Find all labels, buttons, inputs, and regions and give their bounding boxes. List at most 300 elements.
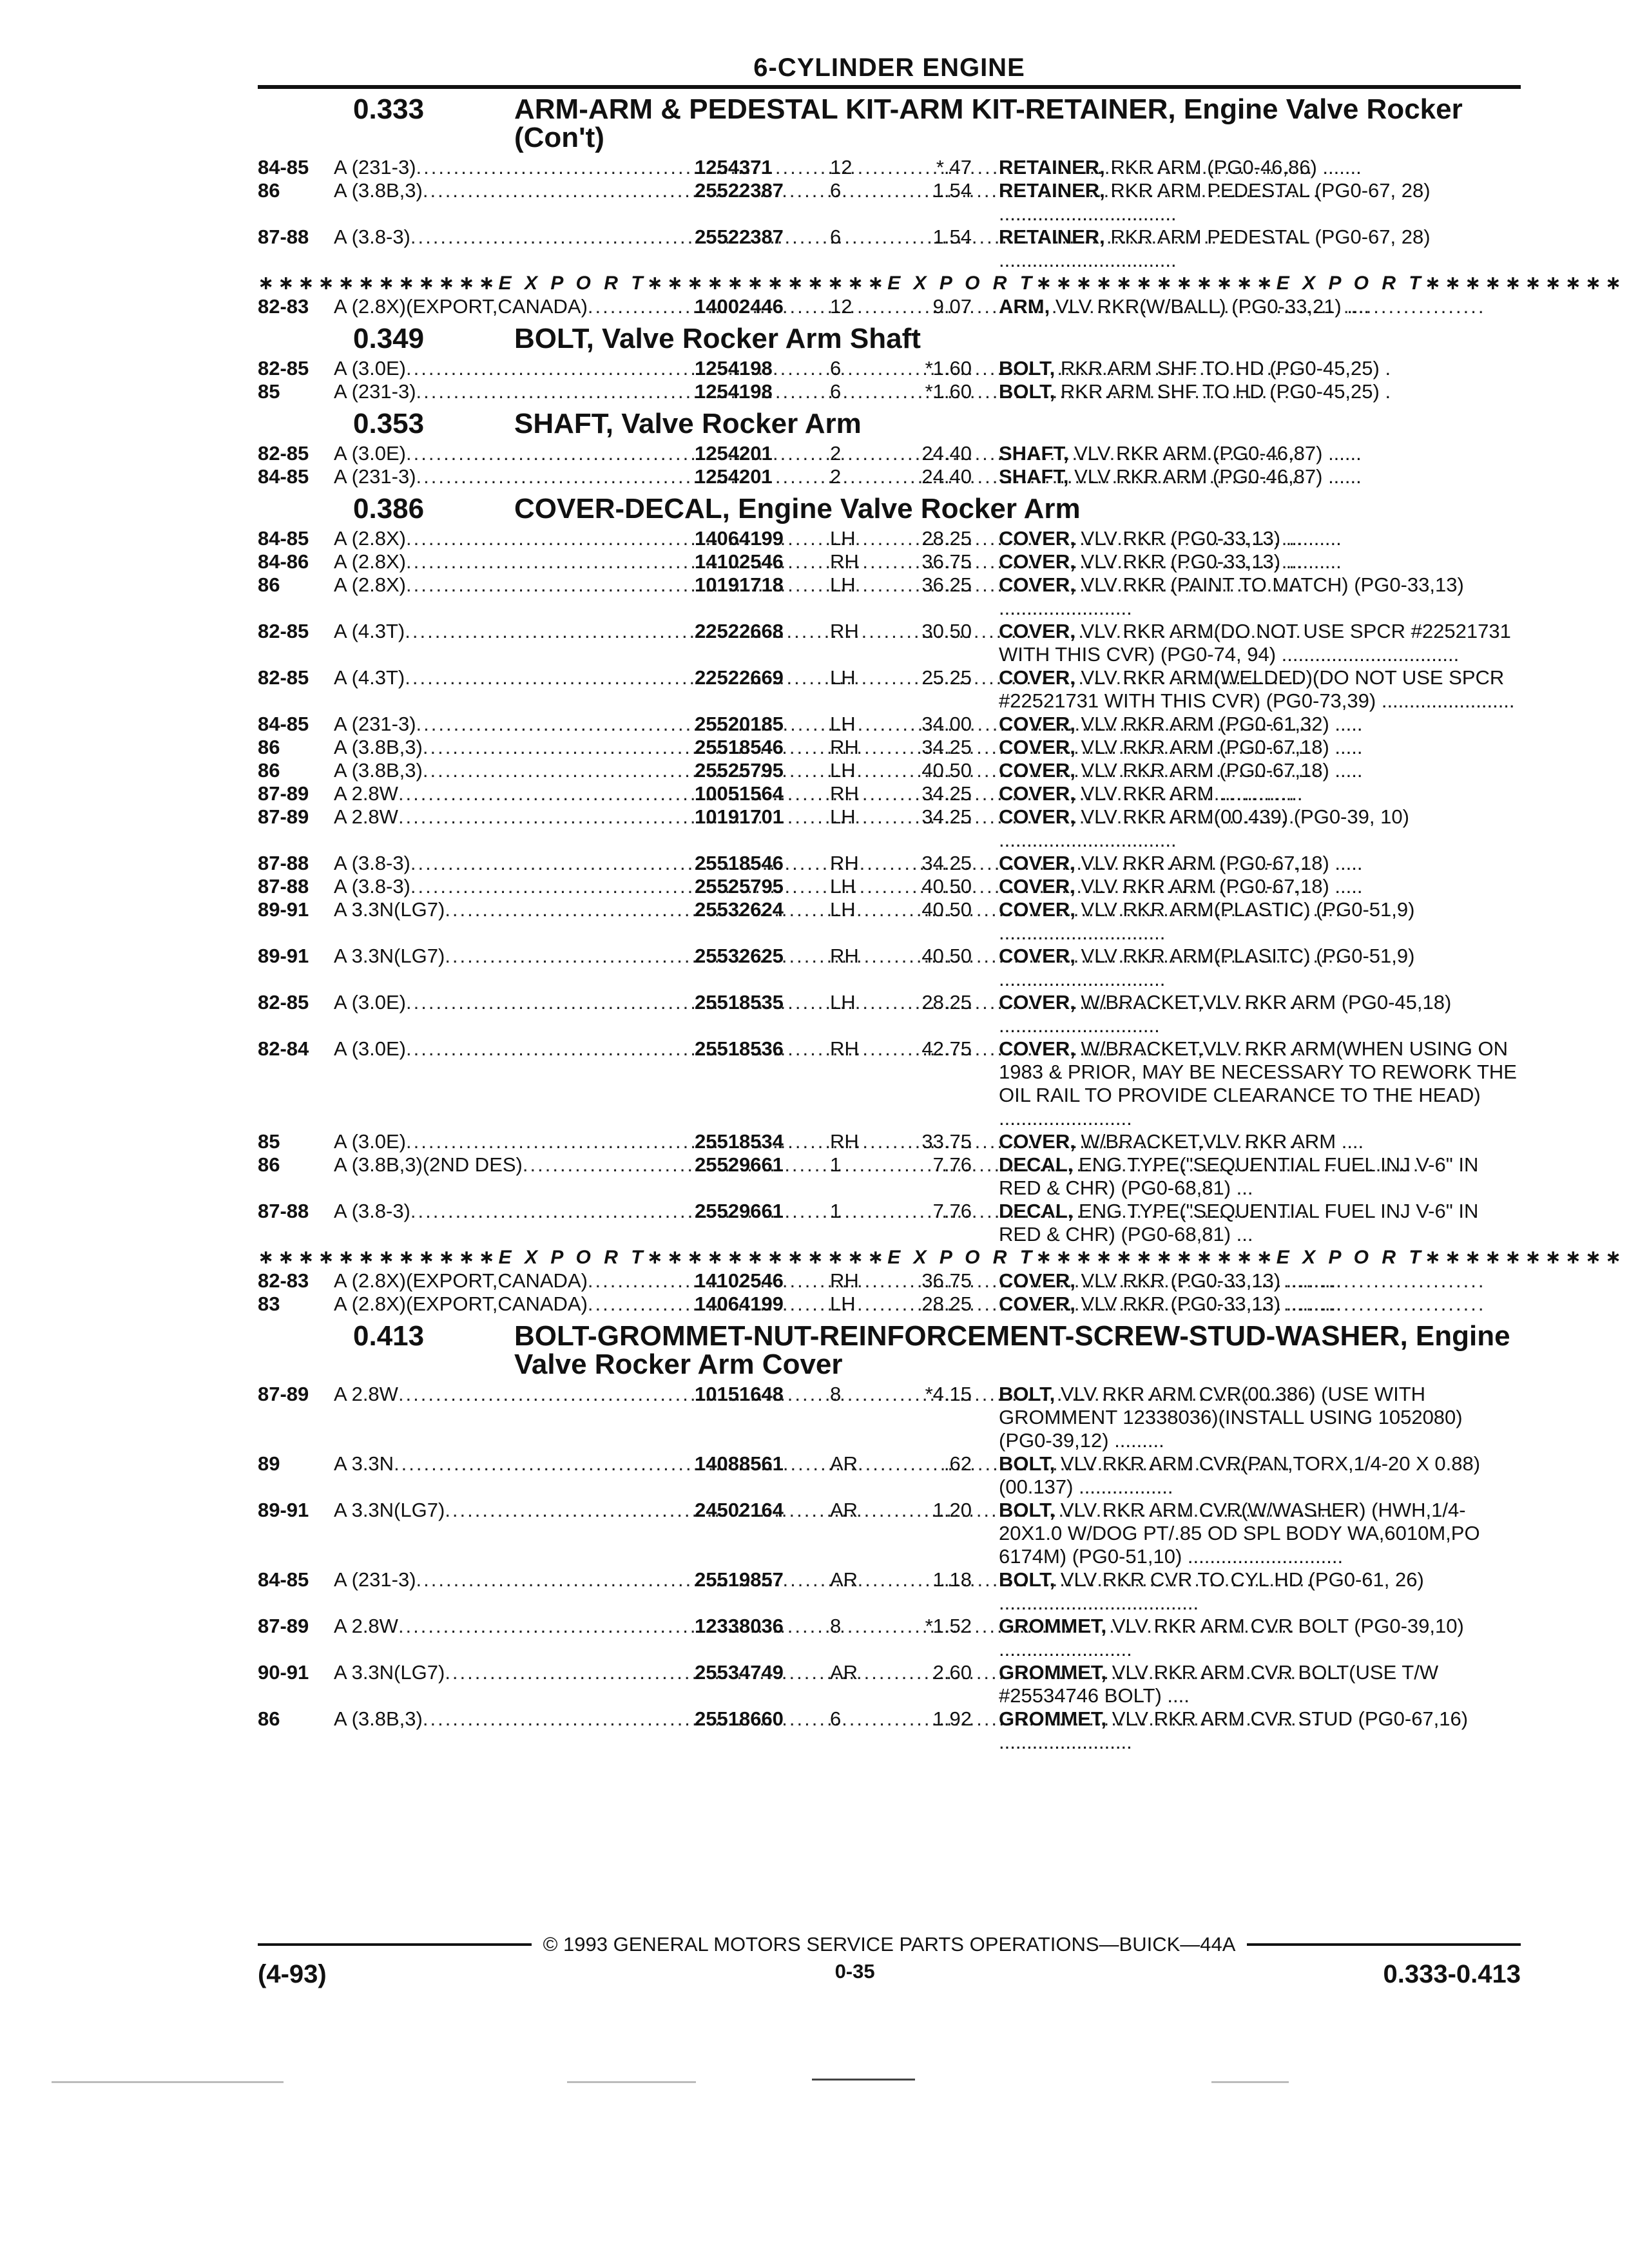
- table-row: [258, 620, 1521, 666]
- part-description: [999, 1452, 1521, 1499]
- application: [334, 1615, 695, 1661]
- application: [334, 1499, 695, 1568]
- quantity: AR: [830, 1661, 858, 1684]
- quantity: 6: [830, 179, 842, 202]
- quantity: RH: [830, 1037, 859, 1060]
- part-detail: VLV RKR ARM CVR BOLT(USE T/W #25534746 BOLT) ....: [999, 1661, 1439, 1707]
- table-row: [258, 1200, 1521, 1246]
- export-label: E X P O R T: [887, 273, 1036, 294]
- part-detail: VLV RKR (PG0-33,13) ..........: [1081, 550, 1342, 573]
- part-detail: RKR ARM PEDESTAL (PG0-67, 28) ................................: [999, 226, 1431, 271]
- part-number: 25532625: [695, 945, 784, 967]
- price: 1.92: [932, 1707, 972, 1730]
- part-name: BOLT,: [999, 357, 1055, 380]
- part-name: GROMMET,: [999, 1707, 1107, 1730]
- part-detail: ENG TYPE("SEQUENTIAL FUEL INJ V-6" IN RED & CHR) (PG0-68,81) ...: [999, 1153, 1479, 1199]
- model-years: 86: [258, 573, 280, 596]
- part-detail: W/BRACKET,VLV RKR ARM ....: [1081, 1130, 1364, 1153]
- part-number: 25525795: [695, 759, 784, 782]
- part-detail: VLV RKR (PAINT TO MATCH) (PG0-33,13) ........................: [999, 573, 1464, 619]
- table-row: [258, 527, 1521, 550]
- scan-artifact: [567, 2081, 696, 2083]
- application: [334, 898, 695, 945]
- section-number: 0.349: [353, 323, 425, 354]
- part-name: COVER,: [999, 1269, 1075, 1292]
- model-years: 82-83: [258, 295, 309, 318]
- quantity: 12: [830, 156, 853, 178]
- price: 28.25: [921, 1293, 972, 1315]
- part-description: [999, 1499, 1521, 1568]
- application-text: A (231-3): [334, 713, 416, 735]
- quantity: LH: [830, 573, 856, 596]
- application: [334, 945, 695, 991]
- application: [334, 1707, 695, 1754]
- export-label: E X P O R T: [498, 1247, 647, 1268]
- scan-artifact: [812, 2079, 915, 2081]
- part-detail: VLV RKR ARM CVR(00.386) (USE WITH GROMMENT 12338036)(INSTALL USING 1052080) (PG0-39,12) .........: [999, 1383, 1463, 1452]
- model-years: 86: [258, 179, 280, 202]
- price: 42.75: [921, 1037, 972, 1060]
- table-row: [258, 1269, 1521, 1293]
- part-number: 10191701: [695, 805, 784, 828]
- part-name: COVER,: [999, 875, 1075, 898]
- part-description: [999, 1707, 1521, 1754]
- model-years: 85: [258, 380, 280, 403]
- application: [334, 465, 695, 488]
- application: [334, 179, 695, 226]
- application: [334, 991, 695, 1037]
- part-number: 25519857: [695, 1568, 784, 1591]
- quantity: RH: [830, 1130, 859, 1153]
- application-text: A (4.3T): [334, 666, 405, 689]
- table-row: [258, 736, 1521, 759]
- quantity: AR: [830, 1452, 858, 1475]
- part-number: 24502164: [695, 1499, 784, 1521]
- quantity: LH: [830, 759, 856, 782]
- part-name: GROMMET,: [999, 1661, 1107, 1684]
- part-name: BOLT,: [999, 1383, 1055, 1405]
- table-row: [258, 380, 1521, 403]
- section-number: 0.386: [353, 493, 425, 524]
- part-detail: VLV RKR ARM (PG0-46,87) ......: [1074, 465, 1362, 488]
- part-description: [999, 550, 1521, 573]
- export-stars: ∗∗∗∗∗∗∗∗∗∗∗∗: [258, 1247, 499, 1268]
- application: [334, 156, 695, 179]
- application: [334, 852, 695, 875]
- application-text: A (3.8B,3): [334, 759, 423, 782]
- application: [334, 357, 695, 380]
- model-years: 84-85: [258, 527, 309, 550]
- application: [334, 1568, 695, 1615]
- part-number: 1254198: [695, 380, 773, 403]
- quantity: LH: [830, 527, 856, 550]
- table-row: [258, 1293, 1521, 1316]
- part-detail: VLV RKR ARM(00.439) (PG0-39, 10) ................................: [999, 805, 1409, 851]
- part-detail: W/BRACKET,VLV RKR ARM (PG0-45,18) .............................: [999, 991, 1452, 1037]
- application-text: A (3.8-3): [334, 875, 410, 898]
- price: 25.25: [921, 666, 972, 689]
- application: [334, 1383, 695, 1452]
- application-text: A (3.8-3): [334, 852, 410, 874]
- part-number: 25522387: [695, 226, 784, 248]
- export-divider: [258, 273, 1626, 294]
- table-row: [258, 1452, 1521, 1499]
- table-row: [258, 179, 1521, 226]
- part-description: [999, 527, 1521, 550]
- export-label: E X P O R T: [887, 1247, 1036, 1268]
- price: 40.50: [921, 898, 972, 921]
- quantity: 6: [830, 1707, 842, 1730]
- export-label: E X P O R T: [1276, 1247, 1425, 1268]
- part-detail: VLV RKR ARM(WELDED)(DO NOT USE SPCR #22521731 WITH THIS CVR) (PG0-73,39) ........................: [999, 666, 1515, 712]
- section-header: [258, 495, 1521, 523]
- part-description: [999, 357, 1521, 380]
- part-detail: RKR ARM (PG0-46,86) .......: [1110, 156, 1362, 178]
- quantity: RH: [830, 945, 859, 967]
- part-name: ARM,: [999, 295, 1050, 318]
- table-row: [258, 550, 1521, 573]
- parts-listing: [258, 93, 1626, 1754]
- part-detail: VLV RKR ARM (PG0-67,18) .....: [1081, 875, 1363, 898]
- price: 40.50: [921, 875, 972, 898]
- table-row: [258, 1661, 1521, 1707]
- part-detail: ENG TYPE("SEQUENTIAL FUEL INJ V-6" IN RED & CHR) (PG0-68,81) ...: [999, 1200, 1479, 1245]
- part-number: 14064199: [695, 527, 784, 550]
- application: [334, 1269, 695, 1293]
- application-text: A 3.3N(LG7): [334, 1499, 445, 1521]
- application-text: A (2.8X): [334, 527, 406, 550]
- part-description: [999, 573, 1521, 620]
- part-detail: VLV RKR(W/BALL) (PG0-33,21) ....: [1055, 295, 1369, 318]
- model-years: 83: [258, 1293, 280, 1315]
- part-name: COVER,: [999, 527, 1075, 550]
- table-row: [258, 1707, 1521, 1754]
- quantity: 1: [830, 1200, 842, 1222]
- part-name: BOLT,: [999, 380, 1055, 403]
- table-row: [258, 898, 1521, 945]
- table-row: [258, 1615, 1521, 1661]
- price: *.47: [936, 156, 972, 178]
- application: [334, 226, 695, 272]
- part-detail: VLV RKR ARM CVR(W/WASHER) (HWH,1/4-20X1.0 W/DOG PT/.85 OD SPL BODY WA,6010M,PO 6174M) (PG0-51,10) ............................: [999, 1499, 1480, 1568]
- application: [334, 1293, 695, 1316]
- price: *1.60: [925, 357, 972, 380]
- model-years: 89-91: [258, 898, 309, 921]
- application: [334, 875, 695, 898]
- part-detail: VLV RKR ARM (PG0-67,18) .....: [1081, 759, 1363, 782]
- part-name: BOLT,: [999, 1499, 1055, 1521]
- footer-line: [258, 1933, 1521, 1956]
- part-name: COVER,: [999, 759, 1075, 782]
- part-number: 25518536: [695, 1037, 784, 1060]
- quantity: 12: [830, 295, 853, 318]
- quantity: 2: [830, 465, 842, 488]
- application: [334, 550, 695, 573]
- application: [334, 1037, 695, 1130]
- application-text: A (2.8X): [334, 573, 406, 596]
- model-years: 82-85: [258, 357, 309, 380]
- application: [334, 759, 695, 782]
- application-text: A (3.8B,3): [334, 179, 423, 202]
- price: 34.25: [921, 852, 972, 874]
- part-number: 25518660: [695, 1707, 784, 1730]
- part-number: 25525795: [695, 875, 784, 898]
- table-row: [258, 713, 1521, 736]
- table-row: [258, 666, 1521, 713]
- application-text: A (3.8B,3)(2ND DES): [334, 1153, 523, 1176]
- part-name: SHAFT,: [999, 465, 1069, 488]
- application-text: A (3.0E): [334, 991, 406, 1014]
- quantity: LH: [830, 875, 856, 898]
- quantity: 8: [830, 1615, 842, 1637]
- model-years: 84-85: [258, 713, 309, 735]
- price: 40.50: [921, 945, 972, 967]
- price: .62: [943, 1452, 972, 1475]
- part-description: [999, 1037, 1521, 1130]
- section-title: SHAFT, Valve Rocker Arm: [514, 408, 862, 439]
- application-text: A (231-3): [334, 380, 416, 403]
- part-name: COVER,: [999, 573, 1075, 596]
- price: 1.54: [932, 226, 972, 248]
- price: 28.25: [921, 991, 972, 1014]
- application-text: A (3.0E): [334, 1130, 406, 1153]
- part-number: 25529661: [695, 1153, 784, 1176]
- revision-date: (4-93): [258, 1960, 327, 1988]
- model-years: 89: [258, 1452, 280, 1475]
- part-name: SHAFT,: [999, 442, 1069, 465]
- part-description: [999, 295, 1521, 318]
- part-detail: VLV RKR ARM(PLASTIC) (PG0-51,9) ..............................: [999, 898, 1415, 944]
- model-years: 87-88: [258, 852, 309, 874]
- application: [334, 1200, 695, 1246]
- application-text: A (3.0E): [334, 357, 406, 380]
- quantity: RH: [830, 550, 859, 573]
- part-name: COVER,: [999, 945, 1075, 967]
- part-description: [999, 1153, 1521, 1200]
- part-detail: VLV RKR ARM CVR STUD (PG0-67,16) ........................: [999, 1707, 1469, 1753]
- part-number: 12338036: [695, 1615, 784, 1637]
- part-description: [999, 156, 1521, 179]
- page-footer: [258, 1933, 1521, 1989]
- part-detail: VLV RKR ARM(DO NOT USE SPCR #22521731 WITH THIS CVR) (PG0-74, 94) ................................: [999, 620, 1511, 666]
- part-detail: VLV RKR ARM (PG0-67,18) .....: [1081, 852, 1363, 874]
- application: [334, 713, 695, 736]
- part-name: COVER,: [999, 898, 1075, 921]
- model-years: 89-91: [258, 945, 309, 967]
- price: 7.76: [932, 1153, 972, 1176]
- part-description: [999, 736, 1521, 759]
- application-text: A (3.8B,3): [334, 1707, 423, 1730]
- scan-artifact: [52, 2081, 284, 2083]
- part-description: [999, 666, 1521, 713]
- part-number: 14088561: [695, 1452, 784, 1475]
- page-number: 0-35: [834, 1960, 875, 1983]
- model-years: 86: [258, 1153, 280, 1176]
- table-row: [258, 805, 1521, 852]
- price: 2.60: [932, 1661, 972, 1684]
- section-number: 0.413: [353, 1320, 425, 1352]
- part-description: [999, 805, 1521, 852]
- scan-artifact: [1211, 2081, 1289, 2083]
- part-detail: VLV RKR ARM CVR(PAN,TORX,1/4-20 X 0.88)(00.137) .................: [999, 1452, 1481, 1498]
- model-years: 82-85: [258, 666, 309, 689]
- part-name: COVER,: [999, 805, 1075, 828]
- section-title: COVER-DECAL, Engine Valve Rocker Arm: [514, 493, 1081, 524]
- table-row: [258, 442, 1521, 465]
- price: 33.75: [921, 1130, 972, 1153]
- part-description: [999, 991, 1521, 1037]
- application-text: A 3.3N(LG7): [334, 1661, 445, 1684]
- part-name: COVER,: [999, 1037, 1075, 1060]
- part-name: COVER,: [999, 666, 1075, 689]
- table-row: [258, 1153, 1521, 1200]
- model-years: 82-85: [258, 442, 309, 465]
- application-text: A (2.8X): [334, 550, 406, 573]
- part-name: COVER,: [999, 1130, 1075, 1153]
- part-name: COVER,: [999, 736, 1075, 758]
- price: 34.00: [921, 713, 972, 735]
- part-number: 10051564: [695, 782, 784, 805]
- part-number: 1254198: [695, 357, 773, 380]
- model-years: 87-89: [258, 1383, 309, 1405]
- title-rule: [258, 85, 1521, 89]
- price: 24.40: [921, 442, 972, 465]
- part-description: [999, 759, 1521, 782]
- quantity: 6: [830, 226, 842, 248]
- part-description: [999, 1200, 1521, 1246]
- application-text: A (2.8X)(EXPORT,CANADA): [334, 1269, 588, 1292]
- price: *1.60: [925, 380, 972, 403]
- section-title: BOLT-GROMMET-NUT-REINFORCEMENT-SCREW-STUD-WASHER, Engine Valve Rocker Arm Cover: [514, 1320, 1510, 1380]
- table-row: [258, 295, 1521, 318]
- part-description: [999, 945, 1521, 991]
- part-name: GROMMET,: [999, 1615, 1107, 1637]
- application-text: A 3.3N: [334, 1452, 394, 1475]
- price: 36.75: [921, 550, 972, 573]
- quantity: AR: [830, 1568, 858, 1591]
- part-description: [999, 179, 1521, 226]
- table-row: [258, 1383, 1521, 1452]
- quantity: LH: [830, 805, 856, 828]
- part-description: [999, 1661, 1521, 1707]
- price: 28.25: [921, 527, 972, 550]
- export-label: E X P O R T: [498, 273, 647, 294]
- part-name: COVER,: [999, 620, 1075, 642]
- model-years: 82-85: [258, 620, 309, 642]
- part-name: COVER,: [999, 991, 1075, 1014]
- price: 40.50: [921, 759, 972, 782]
- model-years: 82-83: [258, 1269, 309, 1292]
- part-description: [999, 1269, 1521, 1293]
- model-years: 85: [258, 1130, 280, 1153]
- part-name: RETAINER,: [999, 179, 1105, 202]
- application-text: A 3.3N(LG7): [334, 945, 445, 967]
- price: 9.07: [932, 295, 972, 318]
- application: [334, 736, 695, 759]
- model-years: 87-88: [258, 1200, 309, 1222]
- part-name: COVER,: [999, 1293, 1075, 1315]
- model-years: 87-88: [258, 226, 309, 248]
- quantity: 6: [830, 357, 842, 380]
- application: [334, 620, 695, 666]
- part-name: BOLT,: [999, 1452, 1055, 1475]
- part-description: [999, 465, 1521, 488]
- table-row: [258, 226, 1521, 272]
- quantity: 6: [830, 380, 842, 403]
- export-stars: ∗∗∗∗∗∗∗∗∗∗∗∗: [1036, 273, 1277, 294]
- part-name: COVER,: [999, 713, 1075, 735]
- table-row: [258, 465, 1521, 488]
- price: 7.76: [932, 1200, 972, 1222]
- model-years: 84-85: [258, 1568, 309, 1591]
- export-stars: ∗∗∗∗∗∗∗∗∗∗∗∗: [646, 273, 888, 294]
- part-number: 10191718: [695, 573, 784, 596]
- part-description: [999, 620, 1521, 666]
- part-number: 25534749: [695, 1661, 784, 1684]
- section-title: BOLT, Valve Rocker Arm Shaft: [514, 323, 921, 354]
- model-years: 87-89: [258, 805, 309, 828]
- part-number: 25532624: [695, 898, 784, 921]
- part-name: RETAINER,: [999, 226, 1105, 248]
- table-row: [258, 1568, 1521, 1615]
- application: [334, 295, 695, 318]
- application-text: A (231-3): [334, 156, 416, 178]
- price: 1.20: [932, 1499, 972, 1521]
- export-stars: ∗∗∗∗∗∗∗∗∗∗: [1424, 273, 1626, 294]
- part-name: COVER,: [999, 852, 1075, 874]
- export-stars: ∗∗∗∗∗∗∗∗∗∗∗∗: [258, 273, 499, 294]
- part-number: 1254201: [695, 442, 773, 465]
- part-detail: VLV RKR ARM (PG0-61,32) .....: [1081, 713, 1363, 735]
- part-number: 25520185: [695, 713, 784, 735]
- model-years: 86: [258, 759, 280, 782]
- catalog-page: [258, 52, 1626, 1754]
- application-text: A (2.8X)(EXPORT,CANADA): [334, 295, 588, 318]
- model-years: 82-84: [258, 1037, 309, 1060]
- export-stars: ∗∗∗∗∗∗∗∗∗∗∗∗: [1036, 1247, 1277, 1268]
- price: 1.54: [932, 179, 972, 202]
- quantity: LH: [830, 1293, 856, 1315]
- part-detail: RKR ARM SHF TO HD (PG0-45,25) .: [1060, 380, 1391, 403]
- model-years: 86: [258, 1707, 280, 1730]
- application: [334, 1452, 695, 1499]
- application: [334, 380, 695, 403]
- model-years: 87-89: [258, 1615, 309, 1637]
- part-number: 1254201: [695, 465, 773, 488]
- application-text: A (3.8-3): [334, 226, 410, 248]
- table-row: [258, 852, 1521, 875]
- part-description: [999, 1383, 1521, 1452]
- part-detail: VLV RKR (PG0-33,13) ..........: [1081, 527, 1342, 550]
- part-description: [999, 1130, 1521, 1153]
- part-number: 25518534: [695, 1130, 784, 1153]
- price: 36.25: [921, 573, 972, 596]
- application-text: A (3.8B,3): [334, 736, 423, 758]
- part-detail: VLV RKR ARM (PG0-46,87) ......: [1074, 442, 1362, 465]
- quantity: LH: [830, 991, 856, 1014]
- part-number: 10151648: [695, 1383, 784, 1405]
- table-row: [258, 1499, 1521, 1568]
- price: 24.40: [921, 465, 972, 488]
- part-name: COVER,: [999, 782, 1075, 805]
- section-number: 0.333: [353, 93, 425, 125]
- section-header: [258, 1322, 1521, 1379]
- application-text: A 2.8W: [334, 805, 398, 828]
- part-name: DECAL,: [999, 1200, 1074, 1222]
- part-description: [999, 898, 1521, 945]
- model-years: 84-85: [258, 156, 309, 178]
- application-text: A (4.3T): [334, 620, 405, 642]
